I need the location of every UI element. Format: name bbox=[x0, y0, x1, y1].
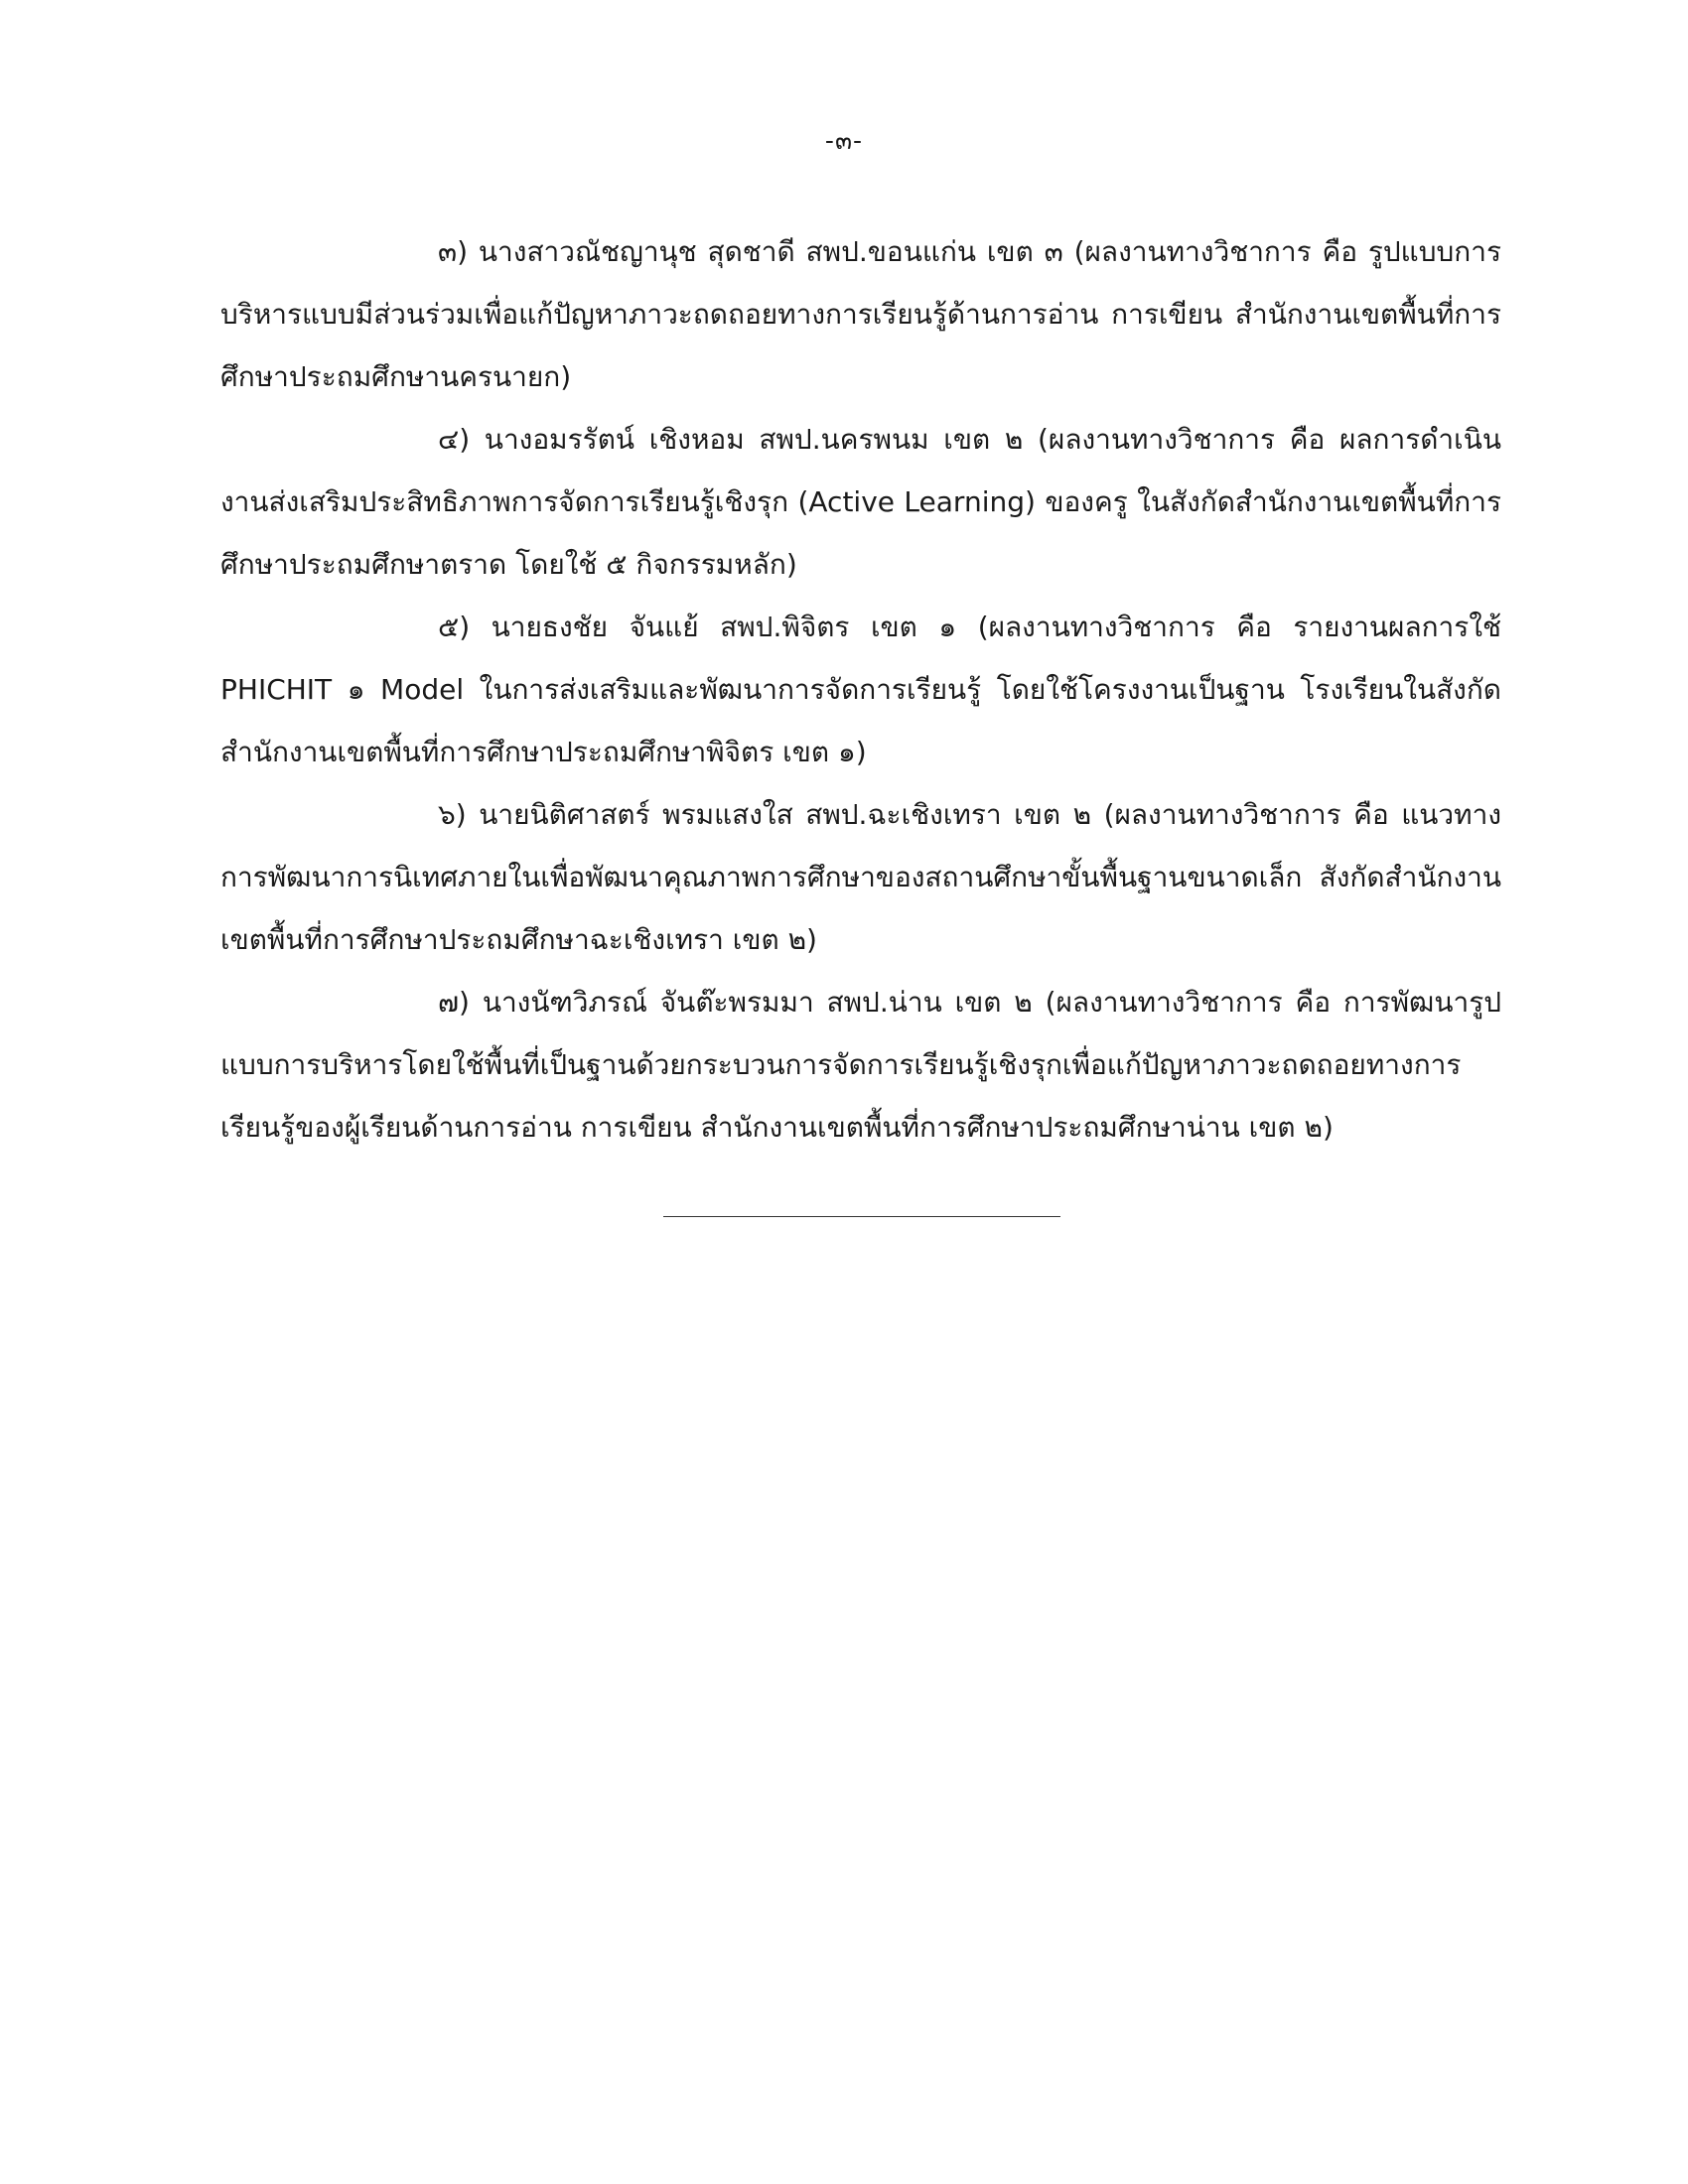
list-item: ๕) นายธงชัย จันแย้ สพป.พิจิตร เขต ๑ (ผลงานทางวิชาการ คือ รายงานผลการใช้ PHICHIT ๑ Model ในการส่งเสริมและพัฒนาการจัดการเรียนรู้ โดยใช้โครงงานเป็นฐาน โรงเรียนในสังกัดสำนักงานเขตพื้นที่การศึกษาประถมศึกษาพิจิตร เขต ๑) bbox=[220, 611, 1501, 768]
document-body bbox=[220, 220, 1501, 1159]
list-item: ๓) นางสาวณัชญานุช สุดชาดี สพป.ขอนแก่น เขต ๓ (ผลงานทางวิชาการ คือ รูปแบบการบริหารแบบมีส่วนร่วมเพื่อแก้ปัญหาภาวะถดถอยทางการเรียนรู้ด้านการอ่าน การเขียน สำนักงานเขตพื้นที่การศึกษาประถมศึกษานครนายก) bbox=[220, 235, 1501, 393]
end-divider-line bbox=[663, 1216, 1060, 1217]
page-number: -๓- bbox=[824, 126, 864, 155]
list-item: ๔) นางอมรรัตน์ เชิงหอม สพป.นครพนม เขต ๒ (ผลงานทางวิชาการ คือ ผลการดำเนินงานส่งเสริมประสิทธิภาพการจัดการเรียนรู้เชิงรุก (Active Learning) ของครู ในสังกัดสำนักงานเขตพื้นที่การศึกษาประถมศึกษาตราด โดยใช้ ๕ กิจกรรมหลัก) bbox=[220, 423, 1501, 581]
list-item: ๗) นางนัฑวิภรณ์ จันต๊ะพรมมา สพป.น่าน เขต ๒ (ผลงานทางวิชาการ คือ การพัฒนารูปแบบการบริหารโดยใช้พื้นที่เป็นฐานด้วยกระบวนการจัดการเรียนรู้เชิงรุกเพื่อแก้ปัญหาภาวะถดถอยทางการเรียนรู้ของผู้เรียนด้านการอ่าน การเขียน สำนักงานเขตพื้นที่การศึกษาประถมศึกษาน่าน เขต ๒) bbox=[220, 986, 1501, 1144]
list-item: ๖) นายนิติศาสตร์ พรมแสงใส สพป.ฉะเชิงเทรา เขต ๒ (ผลงานทางวิชาการ คือ แนวทางการพัฒนาการนิเทศภายในเพื่อพัฒนาคุณภาพการศึกษาของสถานศึกษาขั้นพื้นฐานขนาดเล็ก สังกัดสำนักงานเขตพื้นที่การศึกษาประถมศึกษาฉะเชิงเทรา เขต ๒) bbox=[220, 798, 1501, 956]
